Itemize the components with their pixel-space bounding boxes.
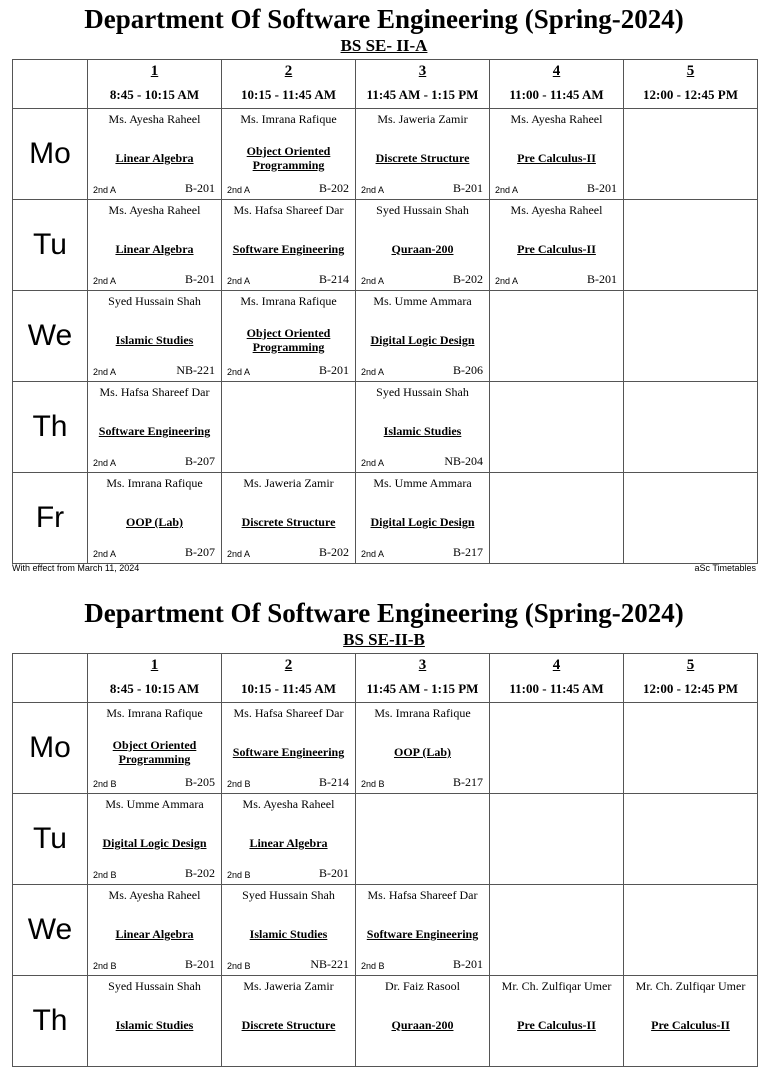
teacher-name: Ms. Ayesha Raheel	[242, 797, 335, 811]
class-name-text: BS SE-II-B	[343, 630, 425, 649]
period-time: 8:45 - 10:15 AM	[109, 681, 200, 696]
period-time: 8:45 - 10:15 AM	[109, 87, 200, 102]
teacher-name: Syed Hussain Shah	[108, 294, 201, 308]
period-time: 12:00 - 12:45 PM	[643, 681, 738, 696]
room-number: NB-221	[176, 363, 215, 377]
empty-cell	[222, 382, 356, 473]
class-cell	[88, 291, 222, 382]
room-number: B-201	[185, 181, 215, 195]
teacher-name: Ms. Ayesha Raheel	[108, 112, 201, 126]
class-name	[0, 629, 768, 651]
empty-cell	[490, 703, 624, 794]
room-number: B-202	[319, 545, 349, 559]
group-label: 2nd B	[227, 870, 251, 880]
group-label: 2nd A	[227, 185, 251, 195]
period-header	[356, 60, 490, 109]
class-name	[0, 35, 768, 57]
class-name-text: BS SE- II-A	[340, 36, 428, 55]
class-cell	[88, 473, 222, 564]
subject-name: Digital Logic Design	[370, 515, 475, 529]
subject-name: Digital Logic Design	[370, 333, 475, 347]
day-row	[13, 291, 758, 382]
group-label: 2nd A	[93, 276, 117, 286]
period-number: 5	[686, 657, 695, 673]
teacher-name: Ms. Jaweria Zamir	[377, 112, 468, 126]
group-label: 2nd A	[93, 185, 117, 195]
day-row	[13, 382, 758, 473]
subject-name: Pre Calculus-II	[517, 242, 596, 256]
period-number: 2	[284, 657, 293, 673]
subject-name: Object Oriented Programming	[246, 144, 331, 172]
timetable-grid	[12, 59, 758, 564]
footer-left: With effect from March 11, 2024	[12, 563, 140, 573]
subject-name: Discrete Structure	[241, 515, 336, 529]
room-number: B-206	[453, 363, 483, 377]
empty-cell	[624, 382, 758, 473]
period-time: 10:15 - 11:45 AM	[241, 681, 336, 696]
class-cell	[490, 109, 624, 200]
teacher-name: Ms. Ayesha Raheel	[510, 203, 603, 217]
room-number: B-202	[453, 272, 483, 286]
teacher-name: Syed Hussain Shah	[376, 385, 469, 399]
teacher-name: Ms. Imrana Rafique	[106, 476, 203, 490]
empty-cell	[624, 109, 758, 200]
header-row	[13, 654, 758, 703]
room-number: B-201	[453, 957, 483, 971]
period-number: 4	[552, 63, 561, 79]
room-number: B-201	[587, 181, 617, 195]
group-label: 2nd A	[93, 367, 117, 377]
group-label: 2nd B	[93, 779, 117, 789]
group-label: 2nd A	[361, 367, 385, 377]
period-time: 11:45 AM - 1:15 PM	[366, 681, 479, 696]
teacher-name: Syed Hussain Shah	[376, 203, 469, 217]
room-number: B-207	[185, 454, 215, 468]
day-label: Th	[13, 382, 88, 473]
period-time: 10:15 - 11:45 AM	[241, 87, 336, 102]
group-label: 2nd A	[227, 367, 251, 377]
group-label: 2nd B	[227, 961, 251, 971]
class-cell	[88, 885, 222, 976]
subject-name: Linear Algebra	[115, 151, 194, 165]
day-row	[13, 473, 758, 564]
teacher-name: Syed Hussain Shah	[108, 979, 201, 993]
group-label: 2nd A	[361, 276, 385, 286]
teacher-name: Ms. Umme Ammara	[105, 797, 204, 811]
empty-cell	[624, 794, 758, 885]
class-cell	[222, 885, 356, 976]
day-row	[13, 200, 758, 291]
class-cell	[222, 473, 356, 564]
teacher-name: Ms. Jaweria Zamir	[243, 979, 334, 993]
teacher-name: Ms. Hafsa Shareef Dar	[233, 706, 344, 720]
day-label: Mo	[13, 703, 88, 794]
teacher-name: Syed Hussain Shah	[242, 888, 335, 902]
empty-cell	[624, 473, 758, 564]
subject-name: Quraan-200	[391, 1018, 454, 1032]
subject-name: Object Oriented Programming	[246, 326, 331, 354]
subject-name: Linear Algebra	[249, 836, 328, 850]
empty-cell	[490, 291, 624, 382]
room-number: B-214	[319, 272, 349, 286]
subject-name: Islamic Studies	[115, 1018, 194, 1032]
period-header	[88, 654, 222, 703]
header-row	[13, 60, 758, 109]
group-label: 2nd A	[361, 458, 385, 468]
subject-name: Islamic Studies	[115, 333, 194, 347]
teacher-name: Ms. Hafsa Shareef Dar	[233, 203, 344, 217]
page-title: Department Of Software Engineering (Spring-2024)	[84, 598, 684, 628]
class-cell	[222, 200, 356, 291]
group-label: 2nd A	[495, 276, 519, 286]
class-cell	[222, 291, 356, 382]
teacher-name: Ms. Jaweria Zamir	[243, 476, 334, 490]
subject-name: Object Oriented Programming	[112, 738, 197, 766]
period-number: 2	[284, 63, 293, 79]
subject-name: Software Engineering	[232, 242, 345, 256]
period-time: 11:00 - 11:45 AM	[509, 87, 604, 102]
period-header	[624, 60, 758, 109]
room-number: B-217	[453, 545, 483, 559]
room-number: B-201	[185, 957, 215, 971]
subject-name: Pre Calculus-II	[517, 151, 596, 165]
teacher-name: Ms. Hafsa Shareef Dar	[99, 385, 210, 399]
empty-cell	[624, 200, 758, 291]
period-header	[490, 60, 624, 109]
group-label: 2nd A	[495, 185, 519, 195]
teacher-name: Ms. Imrana Rafique	[240, 294, 337, 308]
day-label: Tu	[13, 200, 88, 291]
period-time: 11:45 AM - 1:15 PM	[366, 87, 479, 102]
teacher-name: Mr. Ch. Zulfiqar Umer	[635, 979, 746, 993]
room-number: B-201	[185, 272, 215, 286]
period-number: 3	[418, 657, 427, 673]
class-cell	[222, 703, 356, 794]
teacher-name: Ms. Ayesha Raheel	[510, 112, 603, 126]
empty-cell	[624, 703, 758, 794]
class-cell	[88, 703, 222, 794]
empty-cell	[624, 885, 758, 976]
day-row	[13, 976, 758, 1067]
group-label: 2nd B	[361, 961, 385, 971]
group-label: 2nd A	[93, 549, 117, 559]
teacher-name: Ms. Imrana Rafique	[106, 706, 203, 720]
period-number: 5	[686, 63, 695, 79]
subject-name: Linear Algebra	[115, 242, 194, 256]
class-cell	[88, 976, 222, 1067]
period-time: 11:00 - 11:45 AM	[509, 681, 604, 696]
room-number: NB-204	[444, 454, 483, 468]
class-cell	[88, 794, 222, 885]
empty-cell	[490, 794, 624, 885]
room-number: B-202	[319, 181, 349, 195]
class-cell	[356, 291, 490, 382]
day-label: Fr	[13, 473, 88, 564]
subject-name: Discrete Structure	[241, 1018, 336, 1032]
subject-name: Software Engineering	[366, 927, 479, 941]
subject-name: Discrete Structure	[375, 151, 470, 165]
teacher-name: Ms. Imrana Rafique	[374, 706, 471, 720]
day-row	[13, 794, 758, 885]
day-label: Mo	[13, 109, 88, 200]
subject-name: Islamic Studies	[249, 927, 328, 941]
class-cell	[490, 976, 624, 1067]
period-time: 12:00 - 12:45 PM	[643, 87, 738, 102]
class-cell	[222, 109, 356, 200]
subject-name: Digital Logic Design	[102, 836, 207, 850]
day-row	[13, 885, 758, 976]
teacher-name: Ms. Ayesha Raheel	[108, 203, 201, 217]
day-label: We	[13, 885, 88, 976]
period-number: 1	[150, 657, 159, 673]
subject-name: Linear Algebra	[115, 927, 194, 941]
class-cell	[624, 976, 758, 1067]
room-number: B-207	[185, 545, 215, 559]
subject-name: Software Engineering	[232, 745, 345, 759]
group-label: 2nd A	[227, 276, 251, 286]
group-label: 2nd B	[93, 870, 117, 880]
empty-cell	[490, 885, 624, 976]
day-row	[13, 109, 758, 200]
room-number: NB-221	[310, 957, 349, 971]
day-row	[13, 703, 758, 794]
class-cell	[356, 382, 490, 473]
class-cell	[222, 976, 356, 1067]
class-cell	[356, 473, 490, 564]
class-cell	[356, 109, 490, 200]
period-header	[222, 60, 356, 109]
class-cell	[490, 200, 624, 291]
class-cell	[88, 200, 222, 291]
room-number: B-201	[453, 181, 483, 195]
corner-cell	[13, 60, 88, 109]
subject-name: Pre Calculus-II	[517, 1018, 596, 1032]
class-cell	[88, 382, 222, 473]
group-label: 2nd A	[361, 549, 385, 559]
room-number: B-214	[319, 775, 349, 789]
room-number: B-202	[185, 866, 215, 880]
teacher-name: Ms. Imrana Rafique	[240, 112, 337, 126]
empty-cell	[490, 473, 624, 564]
room-number: B-201	[319, 866, 349, 880]
corner-cell	[13, 654, 88, 703]
subject-name: Quraan-200	[391, 242, 454, 256]
teacher-name: Ms. Umme Ammara	[373, 294, 472, 308]
period-header	[88, 60, 222, 109]
class-cell	[356, 200, 490, 291]
subject-name: Software Engineering	[98, 424, 211, 438]
day-label: We	[13, 291, 88, 382]
subject-name: Pre Calculus-II	[651, 1018, 730, 1032]
class-cell	[88, 109, 222, 200]
group-label: 2nd A	[361, 185, 385, 195]
empty-cell	[356, 794, 490, 885]
subject-name: OOP (Lab)	[393, 745, 451, 759]
empty-cell	[490, 382, 624, 473]
group-label: 2nd B	[93, 961, 117, 971]
period-number: 3	[418, 63, 427, 79]
group-label: 2nd B	[227, 779, 251, 789]
timetable-grid	[12, 653, 758, 1067]
teacher-name: Ms. Umme Ammara	[373, 476, 472, 490]
period-header	[624, 654, 758, 703]
room-number: B-217	[453, 775, 483, 789]
group-label: 2nd B	[361, 779, 385, 789]
day-label: Th	[13, 976, 88, 1067]
footer-right: aSc Timetables	[694, 563, 756, 573]
teacher-name: Dr. Faiz Rasool	[385, 979, 460, 993]
page-title: Department Of Software Engineering (Spring-2024)	[84, 4, 684, 34]
period-number: 1	[150, 63, 159, 79]
room-number: B-205	[185, 775, 215, 789]
room-number: B-201	[319, 363, 349, 377]
day-label: Tu	[13, 794, 88, 885]
room-number: B-201	[587, 272, 617, 286]
group-label: 2nd A	[93, 458, 117, 468]
subject-name: OOP (Lab)	[125, 515, 183, 529]
teacher-name: Ms. Hafsa Shareef Dar	[367, 888, 478, 902]
empty-cell	[624, 291, 758, 382]
class-cell	[356, 703, 490, 794]
period-number: 4	[552, 657, 561, 673]
class-cell	[356, 885, 490, 976]
teacher-name: Mr. Ch. Zulfiqar Umer	[501, 979, 612, 993]
class-cell	[356, 976, 490, 1067]
period-header	[490, 654, 624, 703]
subject-name: Islamic Studies	[383, 424, 462, 438]
period-header	[356, 654, 490, 703]
period-header	[222, 654, 356, 703]
teacher-name: Ms. Ayesha Raheel	[108, 888, 201, 902]
group-label: 2nd A	[227, 549, 251, 559]
class-cell	[222, 794, 356, 885]
